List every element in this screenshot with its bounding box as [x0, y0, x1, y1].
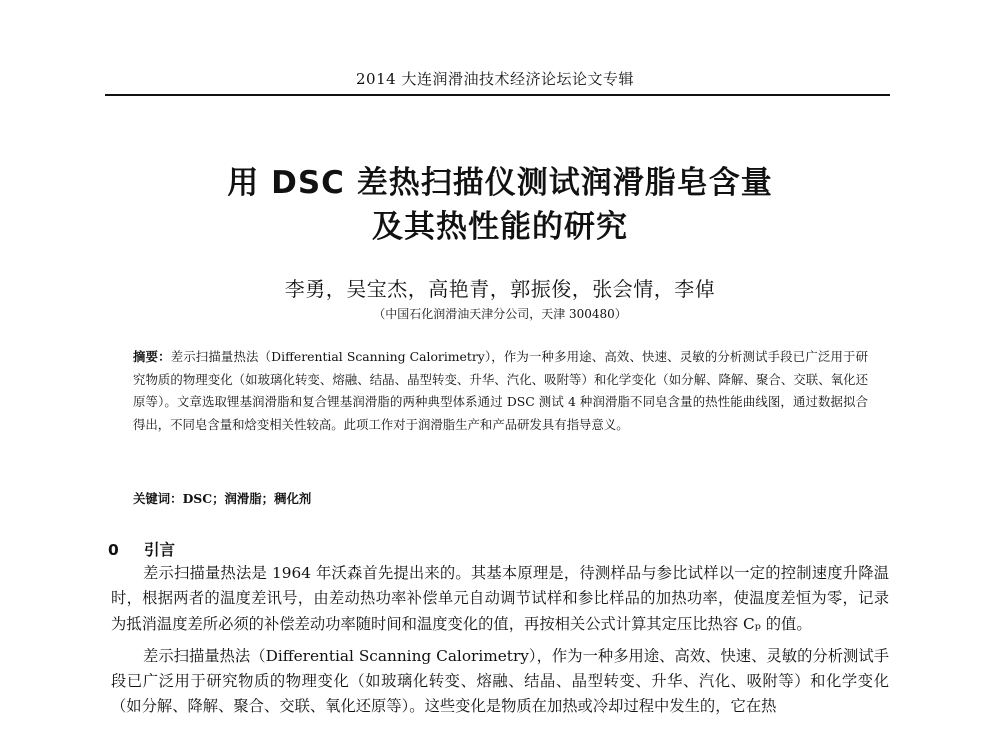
body-text: [111, 561, 889, 720]
paragraph: 差示扫描量热法是 1964 年沃森首先提出来的。其基本原理是，待测样品与参比试样以一定的控制速度升降温时，根据两者的温度差讯号，由差动热功率补偿单元自动调节试样和参比样品的加热功率，使温度差恒为零，记录为抵消温度差所必须的补偿差动功率随时间和温度变化的值，再按相关公式计算其定压比热容 Cₚ 的值。: [111, 564, 889, 633]
abstract-text: 差示扫描量热法（Differential Scanning Calorimetry），作为一种多用途、高效、快速、灵敏的分析测试手段已广泛用于研究物质的物理变化（如玻璃化转变、熔融、结晶、晶型转变、升华、汽化、吸附等）和化学变化（如分解、降解、聚合、交联、氧化还原等）。文章选取锂基润滑脂和复合锂基润滑脂的两种典型体系通过 DSC 测试 4 种润滑脂不同皂含量的热性能曲线图，通过数据拟合得出，不同皂含量和焓变相关性较高。此项工作对于润滑脂生产和产品研发具有指导意义。: [133, 349, 868, 432]
header-rule: [105, 94, 890, 96]
abstract: [133, 346, 868, 436]
keywords-text: DSC；润滑脂；稠化剂: [182, 491, 312, 506]
paragraph: 差示扫描量热法（Differential Scanning Calorimetry），作为一种多用途、高效、快速、灵敏的分析测试手段已广泛用于研究物质的物理变化（如玻璃化转变、熔融、结晶、晶型转变、升华、汽化、吸附等）和化学变化（如分解、降解、聚合、交联、氧化还原等）。这些变化是物质在加热或冷却过程中发生的，它在热: [111, 646, 889, 716]
paper-title-line-1: 用 DSC 差热扫描仪测试润滑脂皂含量: [227, 165, 773, 201]
section-number: 0: [108, 541, 119, 559]
paper-title-line-2: 及其热性能的研究: [372, 209, 628, 245]
section-heading: [108, 538, 175, 560]
abstract-label: 摘要：: [133, 349, 171, 364]
keywords: [133, 489, 868, 507]
section-title: 引言: [144, 541, 176, 559]
author-list: 李勇，吴宝杰，高艳青，郭振俊，张会情，李倬: [284, 277, 716, 301]
keywords-label: 关键词：: [133, 491, 183, 506]
affiliation: （中国石化润滑油天津分公司，天津 300480）: [373, 307, 627, 321]
running-head: 2014 大连润滑油技术经济论坛论文专辑: [356, 70, 634, 88]
